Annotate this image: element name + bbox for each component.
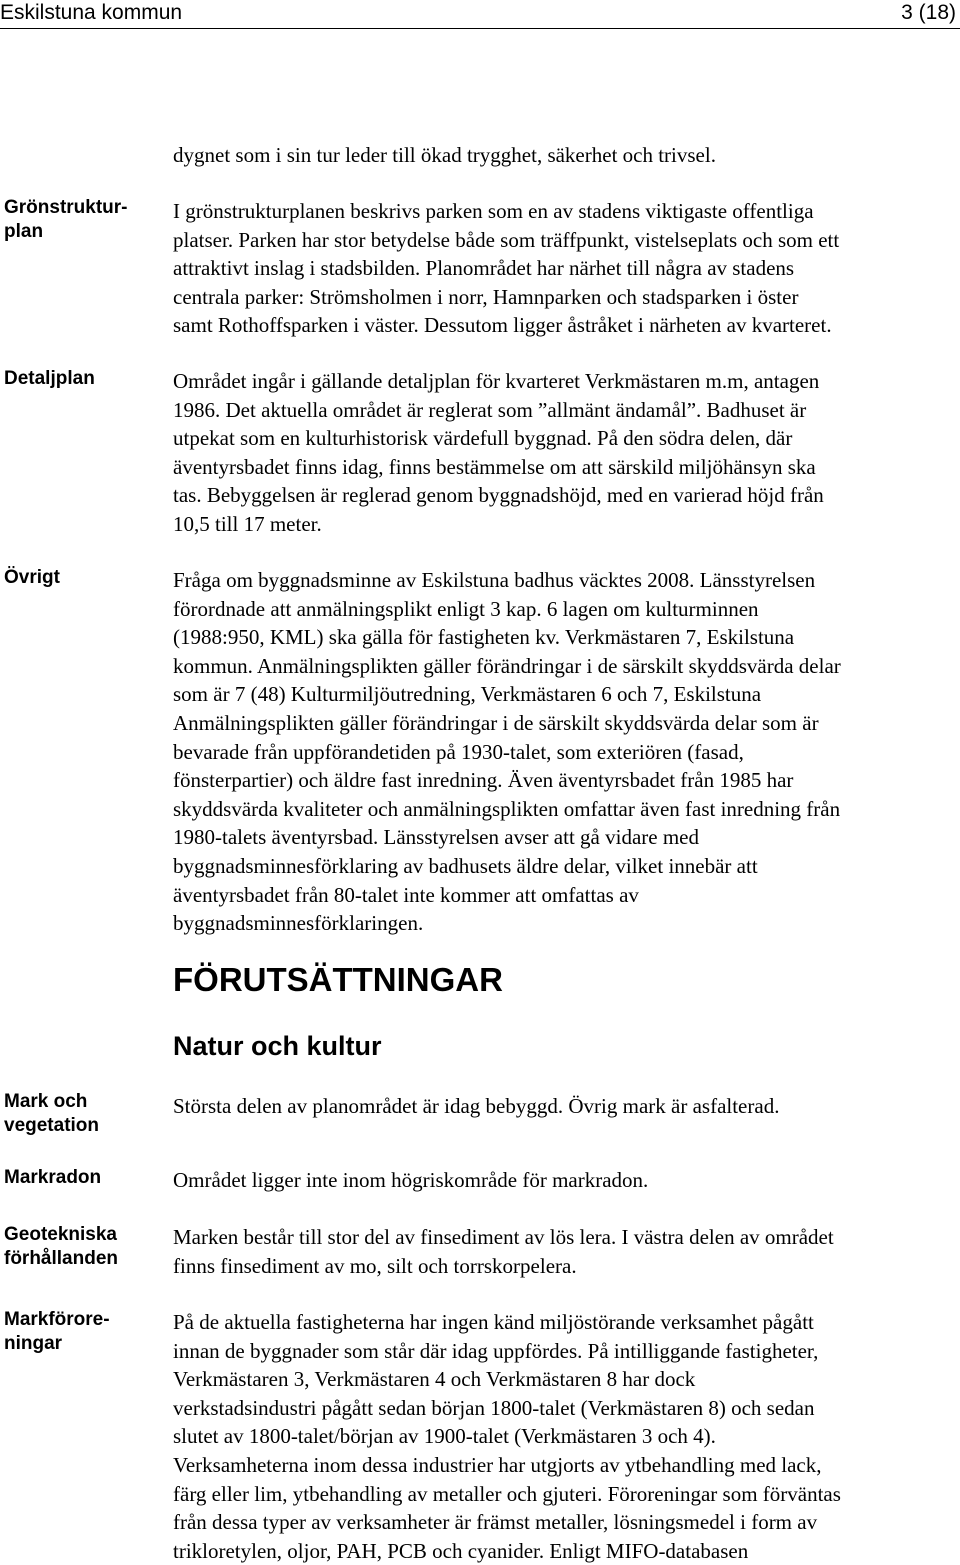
paragraph-gronstruktur: I grönstrukturplanen beskrivs parken som en av stadens viktigaste offentliga platser. Parken har stor betydelse både som träffpunkt, vistelseplats och som ett attraktivt inslag i stadsbilden. Planområdet har närhet till några av stadens centrala parker: Strömsholmen i norr, Hamnparken och stadsparken i öster samt Rothoffsparken i väster. Dessutom ligger åstråket i närheten av kvarteret. [173,199,840,338]
paragraph-markradon: Området ligger inte inom högriskområde för markradon. [173,1168,649,1192]
page-header [0,0,960,28]
section-heading: FÖRUTSÄTTNINGAR [173,961,503,998]
subsection-heading: Natur och kultur [173,1031,382,1061]
organization-name: Eskilstuna kommun [0,1,183,24]
sidebar-label-geotekniska-forhallanden: Geotekniska förhållanden [4,1224,119,1269]
header-divider [0,28,960,29]
paragraph-mark-och-vegetation: Största delen av planområdet är idag bebyggd. Övrig mark är asfalterad. [173,1094,780,1118]
sidebar-label-markradon: Markradon [4,1167,102,1188]
paragraph-detaljplan: Området ingår i gällande detaljplan för kvarteret Verkmästaren m.m, antagen 1986. Det aktuella området är reglerat som ”allmänt ändamål”. Badhuset är utpekat som en kulturhistorisk värdefull byggnad. På den södra delen, där äventyrsbadet finns idag, finns bestämmelse om att särskild miljöhänsyn ska tas. Bebyggelsen är reglerad genom byggnadshöjd, med en varierad höjd från 10,5 till 17 meter. [173,369,824,536]
paragraph-intro: dygnet som i sin tur leder till ökad trygghet, säkerhet och trivsel. [173,143,716,167]
page-number: 3 (18) [901,1,956,24]
paragraph-markfororeningar: På de aktuella fastigheterna har ingen känd miljöstörande verksamhet pågått innan de byggnader som står där idag uppfördes. På intilliggande fastigheter, Verkmästaren 3, Verkmästaren 4 och Verkmästaren 8 har dock verkstadsindustri pågått sedan början 1800-talet (Verkmästaren 8) och sedan slutet av 1800-talet/början av 1900-talet (Verkmästaren 3 och 4). Verksamheterna inom dessa industrier har utgjorts av ytbehandling med lack, färg eller lim, ytbehandling av metaller och gjuteri. Föroreningar som förväntas från dessa typer av verksamheter är främst metaller, lösningsmedel i form av trikloretylen, oljor, PAH, PCB och cyanider. Enligt MIFO-databasen [173,1310,841,1563]
paragraph-geotekniska: Marken består till stor del av finsediment av lös lera. I västra delen av området finns finsediment av mo, silt och torrskorpelera. [173,1225,834,1278]
sidebar-label-detaljplan: Detaljplan [4,368,95,389]
sidebar-label-mark-och-vegetation: Mark och vegetation [4,1091,100,1136]
sidebar-label-markfororeningar: Markförore- ningar [4,1309,110,1354]
paragraph-ovrigt: Fråga om byggnadsminne av Eskilstuna badhus väcktes 2008. Länsstyrelsen förordnade att anmälningsplikt enligt 3 kap. 6 lagen om kulturminnen (1988:950, KML) ska gälla för fastigheten kv. Verkmästaren 7, Eskilstuna kommun. Anmälningsplikten gäller förändringar i de särskilt skyddsvärda delar som är 7 (48) Kulturmiljöutredning, Verkmästaren 6 och 7, Eskilstuna Anmälningsplikten gäller förändringar i de särskilt skyddsvärda delar som är bevarade från uppförandetiden på 1930-talet, som exteriören (fasad, fönsterpartier) och äldre fast inredning. Även äventyrsbadet från 1985 har skyddsvärda kvaliteter och anmälningsplikten omfattar även fast inredning från 1980-talets äventyrsbad. Länsstyrelsen avser att gå vidare med byggnadsminnesförklaring av badhusets äldre delar, vilket innebär att äventyrsbadet från 80-talet inte kommer att omfattas av byggnadsminnesförklaringen. [173,568,841,936]
sidebar-label-gronstrukturplan: Grönstruktur- plan [4,197,128,242]
sidebar-label-ovrigt: Övrigt [4,567,60,588]
